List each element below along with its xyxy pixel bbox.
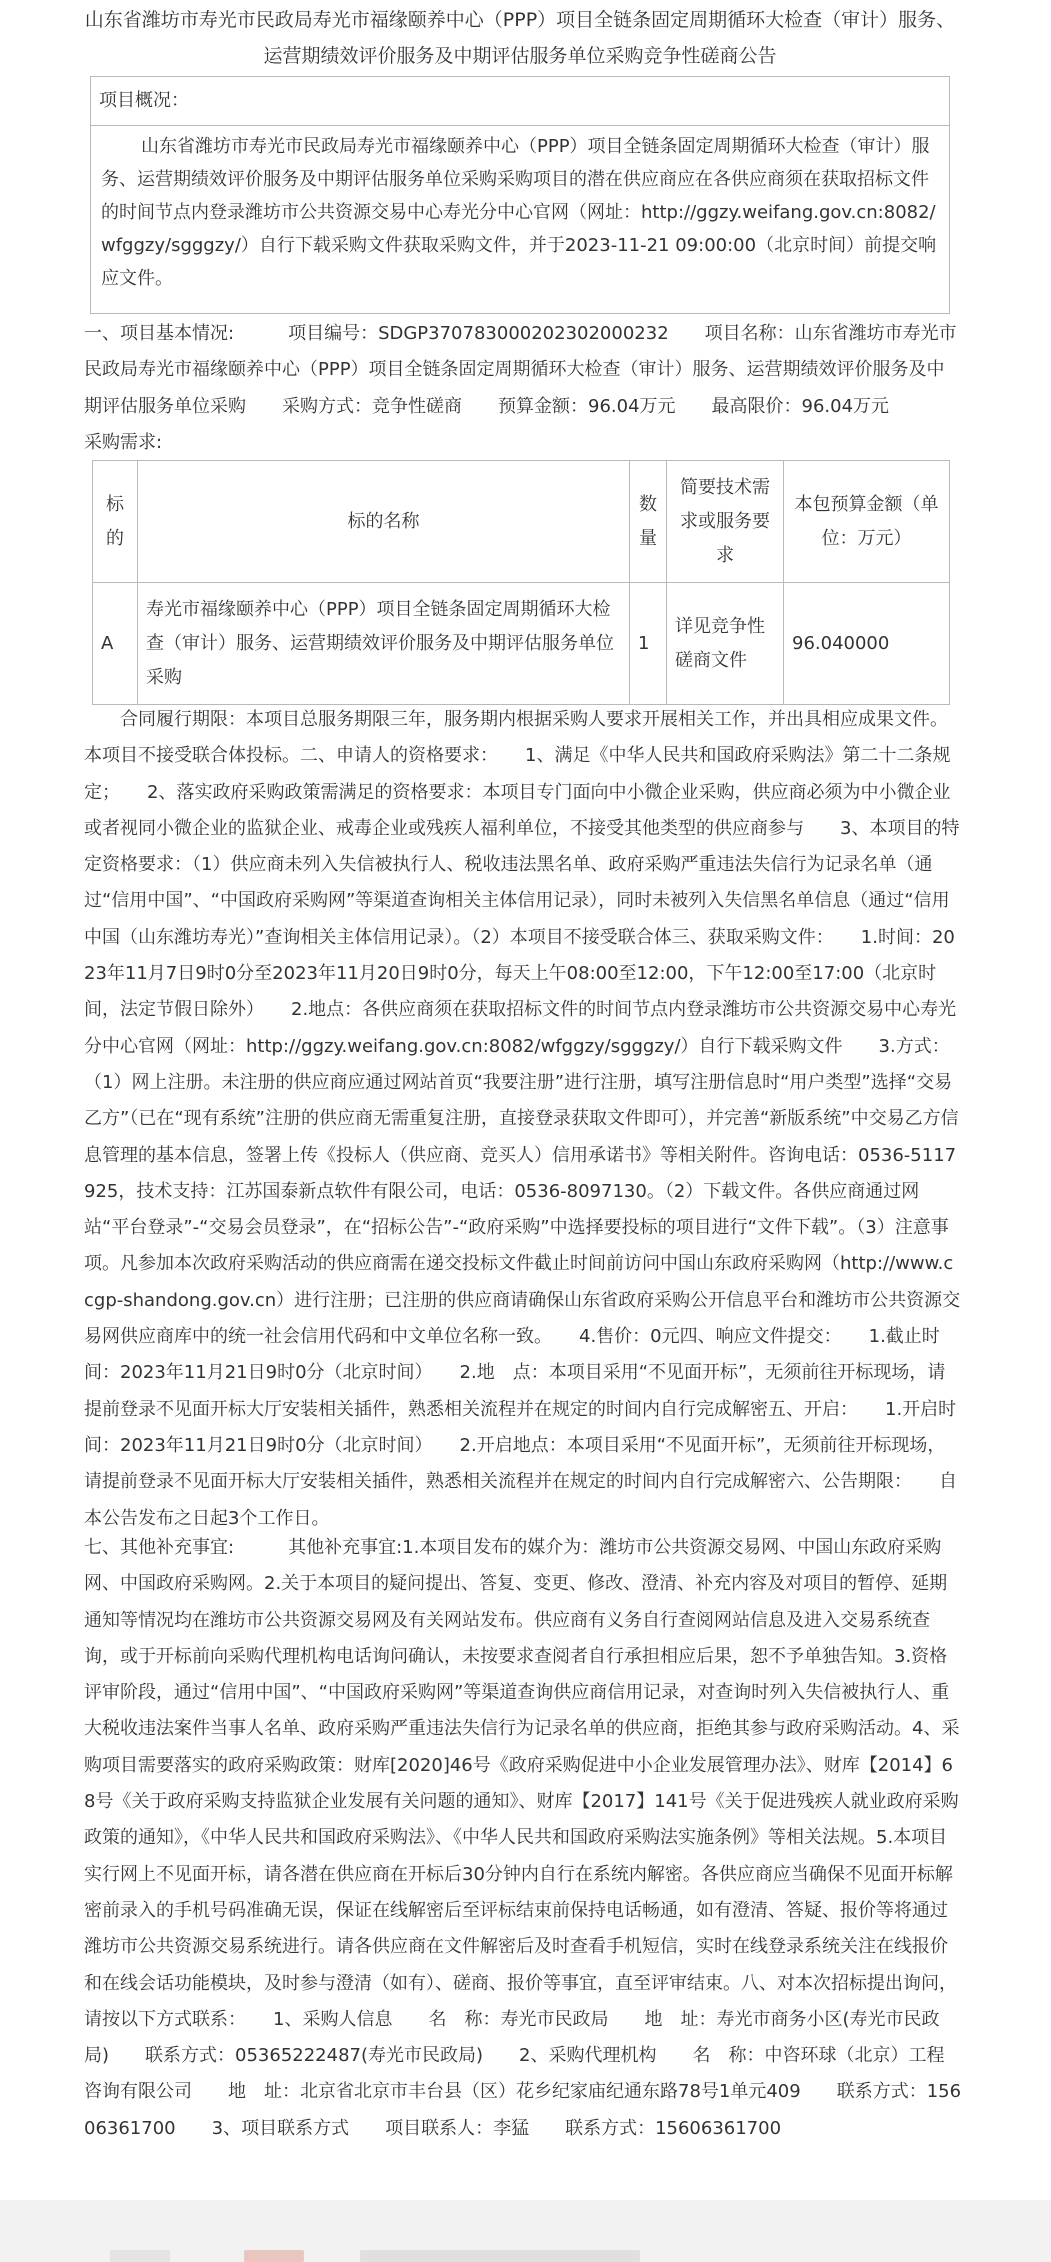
table-cell: 96.040000 xyxy=(784,583,950,705)
table-header-row xyxy=(93,461,950,583)
main-body-text: 合同履行期限：本项目总服务期限三年，服务期内根据采购人要求开展相关工作，并出具相应成果文件。 本项目不接受联合体投标。二、申请人的资格要求： 1、满足《中华人民共和国政府采购法》第二十二条规定； 2、落实政府采购政策需满足的资格要求：本项目专门面向中小微企业采购，供应商必须为中小微企业或者视同小微企业的监狱企业、戒毒企业或残疾人福利单位，不接受其他类型的供应商参与 3、本项目的特定资格要求：（1）供应商未列入失信被执行人、税收违法黑名单、政府采购严重违法失信行为记录名单（通过“信用中国”、“中国政府采购网”等渠道查询相关主体信用记录），同时未被列入失信黑名单信息（通过“信用中国（山东潍坊寿光）”查询相关主体信用记录）。（2）本项目不接受联合体三、获取采购文件： 1.时间：2023年11月7日9时0分至2023年11月20日9时0分，每天上午08:00至12:00，下午12:00至17:00（北京时间，法定节假日除外） 2.地点：各供应商须在获取招标文件的时间节点内登录潍坊市公共资源交易中心寿光分中心官网（网址：http://ggzy.weifang.gov.cn:8082/wfggzy/sgggzy/）自行下载采购文件 3.方式：（1）网上注册。未注册的供应商应通过网站首页“我要注册”进行注册，填写注册信息时“用户类型”选择“交易乙方”（已在“现有系统”注册的供应商无需重复注册，直接登录获取文件即可），并完善“新版系统”中交易乙方信息管理的基本信息，签署上传《投标人（供应商、竞买人）信用承诺书》等相关附件。咨询电话：0536-5117925，技术支持：江苏国泰新点软件有限公司，电话：0536-8097130。（2）下载文件。各供应商通过网站“平台登录”-“交易会员登录”，在“招标公告”-“政府采购”中选择要投标的项目进行“文件下载”。（3）注意事项。凡参加本次政府采购活动的供应商需在递交投标文件截止时间前访问中国山东政府采购网（http://www.ccgp-shandong.gov.cn）进行注册；已注册的供应商请确保山东省政府采购公开信息平台和潍坊市公共资源交易网供应商库中的统一社会信用代码和中文单位名称一致。 4.售价：0元四、响应文件提交： 1.截止时间：2023年11月21日9时0分（北京时间） 2.地 点：本项目采用“不见面开标”，无须前往开标现场，请提前登录不见面开标大厅安装相关插件，熟悉相关流程并在规定的时间内自行完成解密五、开启： 1.开启时间：2023年11月21日9时0分（北京时间） 2.开启地点：本项目采用“不见面开标”，无须前往开标现场，请提前登录不见面开标大厅安装相关插件，熟悉相关流程并在规定的时间内自行完成解密六、公告期限： 自本公告发布之日起3个工作日。 xyxy=(84,709,975,1529)
footer-blurred-image xyxy=(244,2250,304,2262)
table-cell: A xyxy=(93,583,138,705)
page-footer-bar xyxy=(0,2200,1051,2262)
table-row xyxy=(93,583,950,705)
header-cell: 数量 xyxy=(630,461,667,583)
basic-info: 一、项目基本情况: 项目编号：SDGP370783000202302000232 项目名称：山东省潍坊市寿光市民政局寿光市福缘颐养中心（PPP）项目全链条固定周期循环大检查（审计）服务、运营期绩效评价服务及中期评估服务单位采购 采购方式：竞争性磋商 预算金额：96.04万元 最高限价：96.04万元 采购需求: xyxy=(84,323,962,453)
overview-heading: 项目概况： xyxy=(91,77,949,126)
header-cell: 简要技术需求或服务要求 xyxy=(667,461,784,583)
footer-blurred-item xyxy=(110,2250,170,2262)
footer-blurred-item xyxy=(360,2250,640,2262)
section-7-text: 七、其他补充事宜: 其他补充事宜:1.本项目发布的媒介为：潍坊市公共资源交易网、中国山东政府采购网、中国政府采购网。2.关于本项目的疑问提出、答复、变更、修改、澄清、补充内容及对项目的暂停、延期通知等情况均在潍坊市公共资源交易网及有关网站发布。供应商有义务自行查阅网站信息及进入交易系统查询，或于开标前向采购代理机构电话询问确认，未按要求查阅者自行承担相应后果，恕不予单独告知。3.资格评审阶段，通过“信用中国”、“中国政府采购网”等渠道查询供应商信用记录，对查询时列入失信被执行人、重大税收违法案件当事人名单、政府采购严重违法失信行为记录名单的供应商，拒绝其参与政府采购活动。4、采购项目需要落实的政府采购政策：财库[2020]46号《政府采购促进中小企业发展管理办法》、财库【2014】68号《关于政府采购支持监狱企业发展有关问题的通知》、财库【2017】141号《关于促进残疾人就业政府采购政策的通知》，《中华人民共和国政府采购法》、《中华人民共和国政府采购法实施条例》等相关法规。5.本项目实行网上不见面开标，请各潜在供应商在开标后30分钟内自行在系统内解密。各供应商应当确保不见面开标解密前录入的手机号码准确无误，保证在线解密后至评标结束前保持电话畅通，如有澄清、答疑、报价等将通过潍坊市公共资源交易系统进行。请各供应商在文件解密后及时查看手机短信，实时在线登录系统关注在线报价和在线会话功能模块，及时参与澄清（如有）、磋商、报价等事宜，直至评审结束。八、对本次招标提出询问，请按以下方式联系： 1、采购人信息 名 称：寿光市民政局 地 址：寿光市商务小区(寿光市民政局) 联系方式：05365222487(寿光市民政局) 2、采购代理机构 名 称：中咨环球（北京）工程咨询有限公司 地 址：北京省北京市丰台县（区）花乡纪家庙纪通东路78号1单元409 联系方式：15606361700 3、项目联系方式 项目联系人：李猛 联系方式：15606361700 xyxy=(84,1537,962,2139)
header-cell: 标的 xyxy=(93,461,138,583)
table-cell: 详见竞争性磋商文件 xyxy=(667,583,784,705)
requirements-table xyxy=(92,460,950,705)
table-cell: 1 xyxy=(630,583,667,705)
header-cell: 标的名称 xyxy=(138,461,630,583)
header-cell: 本包预算金额（单位：万元） xyxy=(784,461,950,583)
page-title: 山东省潍坊市寿光市民政局寿光市福缘颐养中心（PPP）项目全链条固定周期循环大检查（审计）服务、运营期绩效评价服务及中期评估服务单位采购竞争性磋商公告 xyxy=(84,9,956,67)
overview-body: 山东省潍坊市寿光市民政局寿光市福缘颐养中心（PPP）项目全链条固定周期循环大检查（审计）服务、运营期绩效评价服务及中期评估服务单位采购采购项目的潜在供应商应在各供应商须在获取招标文件的时间节点内登录潍坊市公共资源交易中心寿光分中心官网（网址：http://ggzy.weifang.gov.cn:8082/wfggzy/sgggzy/）自行下载采购文件获取采购文件，并于2023-11-21 09:00:00（北京时间）前提交响应文件。 xyxy=(101,136,937,289)
table-cell: 寿光市福缘颐养中心（PPP）项目全链条固定周期循环大检查（审计）服务、运营期绩效评价服务及中期评估服务单位采购 xyxy=(138,583,630,705)
project-overview-box xyxy=(90,76,950,314)
